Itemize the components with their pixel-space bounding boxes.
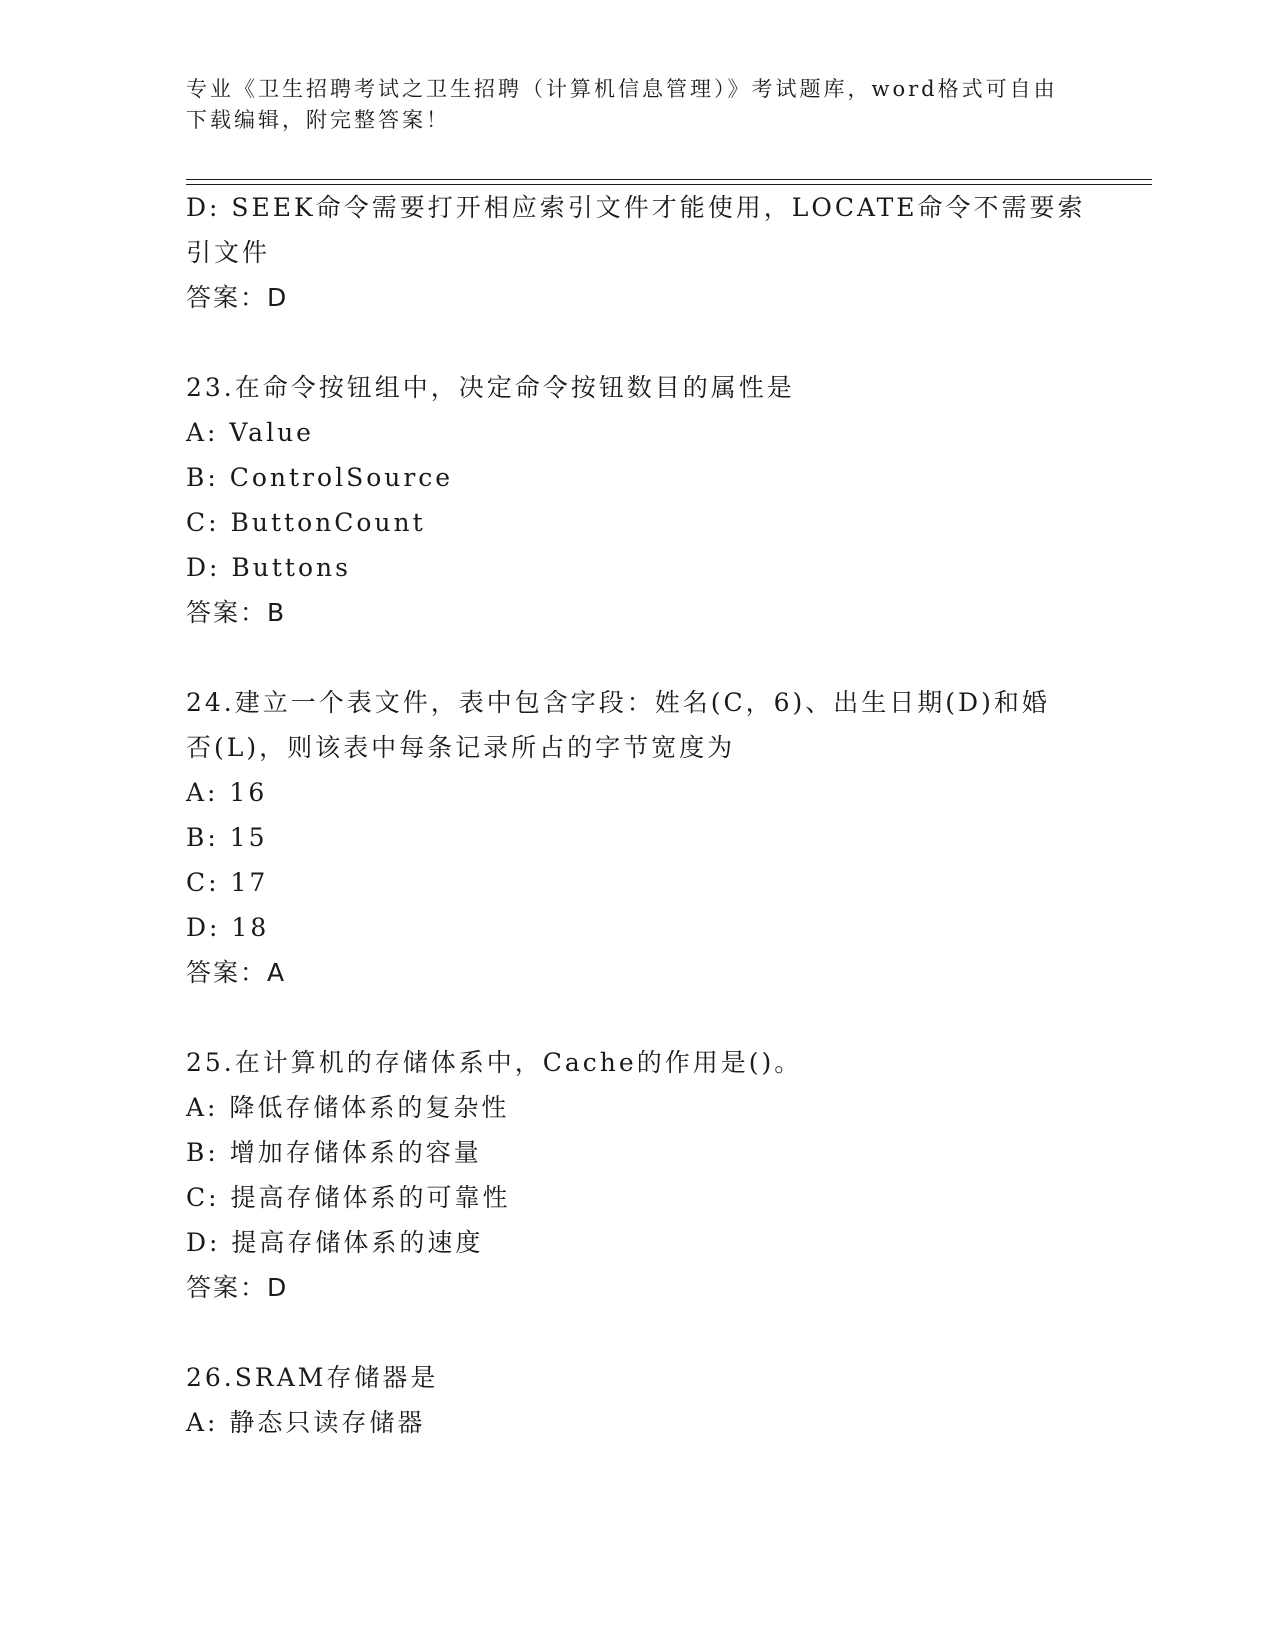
q24-option-c: C: 17 bbox=[186, 868, 269, 897]
q24-answer: 答案：A bbox=[186, 958, 287, 987]
q23-option-b: B: ControlSource bbox=[186, 463, 454, 492]
q25-option-b: B: 增加存储体系的容量 bbox=[186, 1138, 482, 1167]
q22-option-d-line1: D: SEEK命令需要打开相应索引文件才能使用，LOCATE命令不需要索 bbox=[186, 193, 1086, 222]
q25-option-c: C: 提高存储体系的可靠性 bbox=[186, 1183, 511, 1212]
q24-option-a: A: 16 bbox=[186, 778, 268, 807]
q23-question: 23.在命令按钮组中，决定命令按钮数目的属性是 bbox=[186, 373, 795, 402]
q24-option-d: D: 18 bbox=[186, 913, 270, 942]
q24-option-b: B: 15 bbox=[186, 823, 268, 852]
q22-answer: 答案：D bbox=[186, 283, 289, 312]
q25-option-a: A: 降低存储体系的复杂性 bbox=[186, 1093, 510, 1122]
q26-question: 26.SRAM存储器是 bbox=[186, 1363, 439, 1392]
q25-question: 25.在计算机的存储体系中，Cache的作用是()。 bbox=[186, 1048, 803, 1077]
header-divider-bottom bbox=[186, 184, 1152, 185]
q24-question-line2: 否(L)，则该表中每条记录所占的字节宽度为 bbox=[186, 733, 736, 762]
q25-answer: 答案：D bbox=[186, 1273, 289, 1302]
header-divider-top bbox=[186, 179, 1152, 180]
q26-option-a: A: 静态只读存储器 bbox=[186, 1408, 426, 1437]
q23-option-d: D: Buttons bbox=[186, 553, 351, 582]
q24-question-line1: 24.建立一个表文件，表中包含字段：姓名(C，6)、出生日期(D)和婚 bbox=[186, 688, 1050, 717]
q23-answer: 答案：B bbox=[186, 598, 287, 627]
document-header: 专业《卫生招聘考试之卫生招聘（计算机信息管理）》考试题库，word格式可自由下载编辑，附完整答案！ bbox=[186, 77, 1058, 132]
q22-option-d-line2: 引文件 bbox=[186, 238, 271, 267]
q23-option-c: C: ButtonCount bbox=[186, 508, 426, 537]
q23-option-a: A: Value bbox=[186, 418, 314, 447]
q25-option-d: D: 提高存储体系的速度 bbox=[186, 1228, 484, 1257]
